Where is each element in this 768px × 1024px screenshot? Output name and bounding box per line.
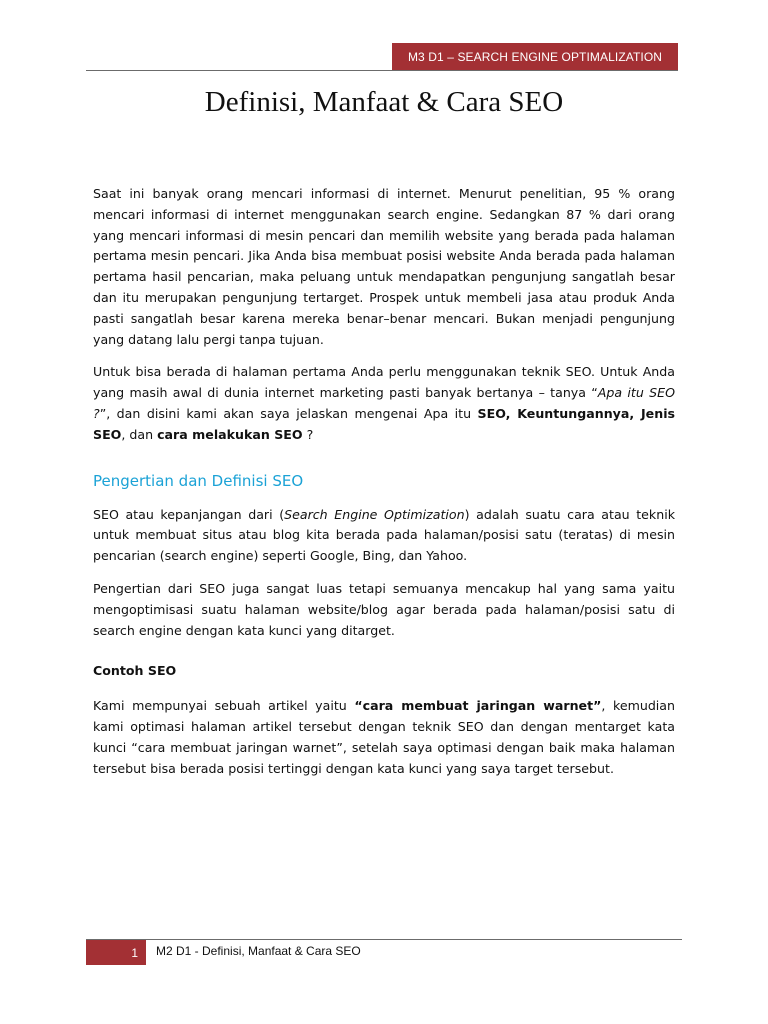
text-run: Untuk bisa berada di halaman pertama Anda perlu menggunakan teknik SEO. Untuk Anda yang masih awal di dunia internet marketing pasti banyak bertanya – tanya “ [93,364,675,401]
page-number: 1 [86,940,146,965]
italic-term: Search Engine Optimization [284,506,465,522]
italic-question: Apa itu SEO ? [93,385,675,421]
text-run: Kami mempunyai sebuah artikel yaitu [93,698,355,714]
header-badge: M3 D1 – SEARCH ENGINE OPTIMALIZATION [392,43,678,70]
bold-term: SEO [93,426,122,442]
example-paragraph [93,696,675,779]
text-run: , dan [121,426,158,442]
footer-divider [86,939,682,940]
text-run: , kemudian kami optimasi halaman artikel tersebut dengan teknik SEO dan dengan mentarget kata kunci “cara membuat jaringan warnet”, setelah saya optimasi dengan baik maka halaman tersebut bisa berada posisi tertinggi dengan kata kunci yang saya target tersebut. [93,698,676,776]
definition-paragraph-2: Pengertian dari SEO juga sangat luas tetapi semuanya mencakup hal yang sama yaitu mengoptimisasi suatu halaman website/blog agar berada pada halaman/posisi satu di search engine dengan kata kunci yang ditarget. [93,580,675,638]
section-heading: Pengertian dan Definisi SEO [93,471,304,490]
header-divider [86,70,678,71]
bold-term: “cara membuat jaringan warnet” [354,698,602,714]
definition-paragraph-1 [93,505,675,567]
subsection-heading: Contoh SEO [93,663,177,679]
search-engine-names: Google, Bing, dan Yahoo [310,548,464,564]
text-run: ”, dan disini kami akan saya jelaskan mengenai Apa itu [99,405,478,421]
intro-paragraph-2 [93,362,675,445]
text-run: . [463,548,468,564]
footer-title: M2 D1 - Definisi, Manfaat & Cara SEO [156,944,361,958]
text-run: SEO atau kepanjangan dari ( [93,506,285,522]
intro-paragraph-1: Saat ini banyak orang mencari informasi di internet. Menurut penelitian, 95 % orang mencari informasi di internet menggunakan search engine. Sedangkan 87 % dari orang yang mencari informasi di mesin pencari dan memilih website yang berada pada halaman pertama mesin pencari. Jika Anda bisa membuat posisi website Anda berada pada halaman pertama hasil pencarian, maka peluang untuk mendapatkan pengunjung sangatlah besar dan itu merupakan pengunjung tertarget. Prospek untuk membeli jasa atau produk Anda pasti sangatlah besar karena mereka benar–benar mencari. Bukan menjadi pengunjung yang datang lalu pergi tanpa tujuan. [93,186,675,347]
document-body [93,184,675,791]
bold-term: cara melakukan SEO [157,426,303,442]
text-run: ? [302,426,314,442]
text-run: ) adalah suatu cara atau teknik untuk membuat situs atau blog kita berada pada halaman/posisi satu (teratas) di mesin pencarian (search engine) seperti [93,506,675,564]
page-title: Definisi, Manfaat & Cara SEO [204,86,564,118]
bold-term: SEO, Keuntungannya, Jenis [477,405,676,421]
